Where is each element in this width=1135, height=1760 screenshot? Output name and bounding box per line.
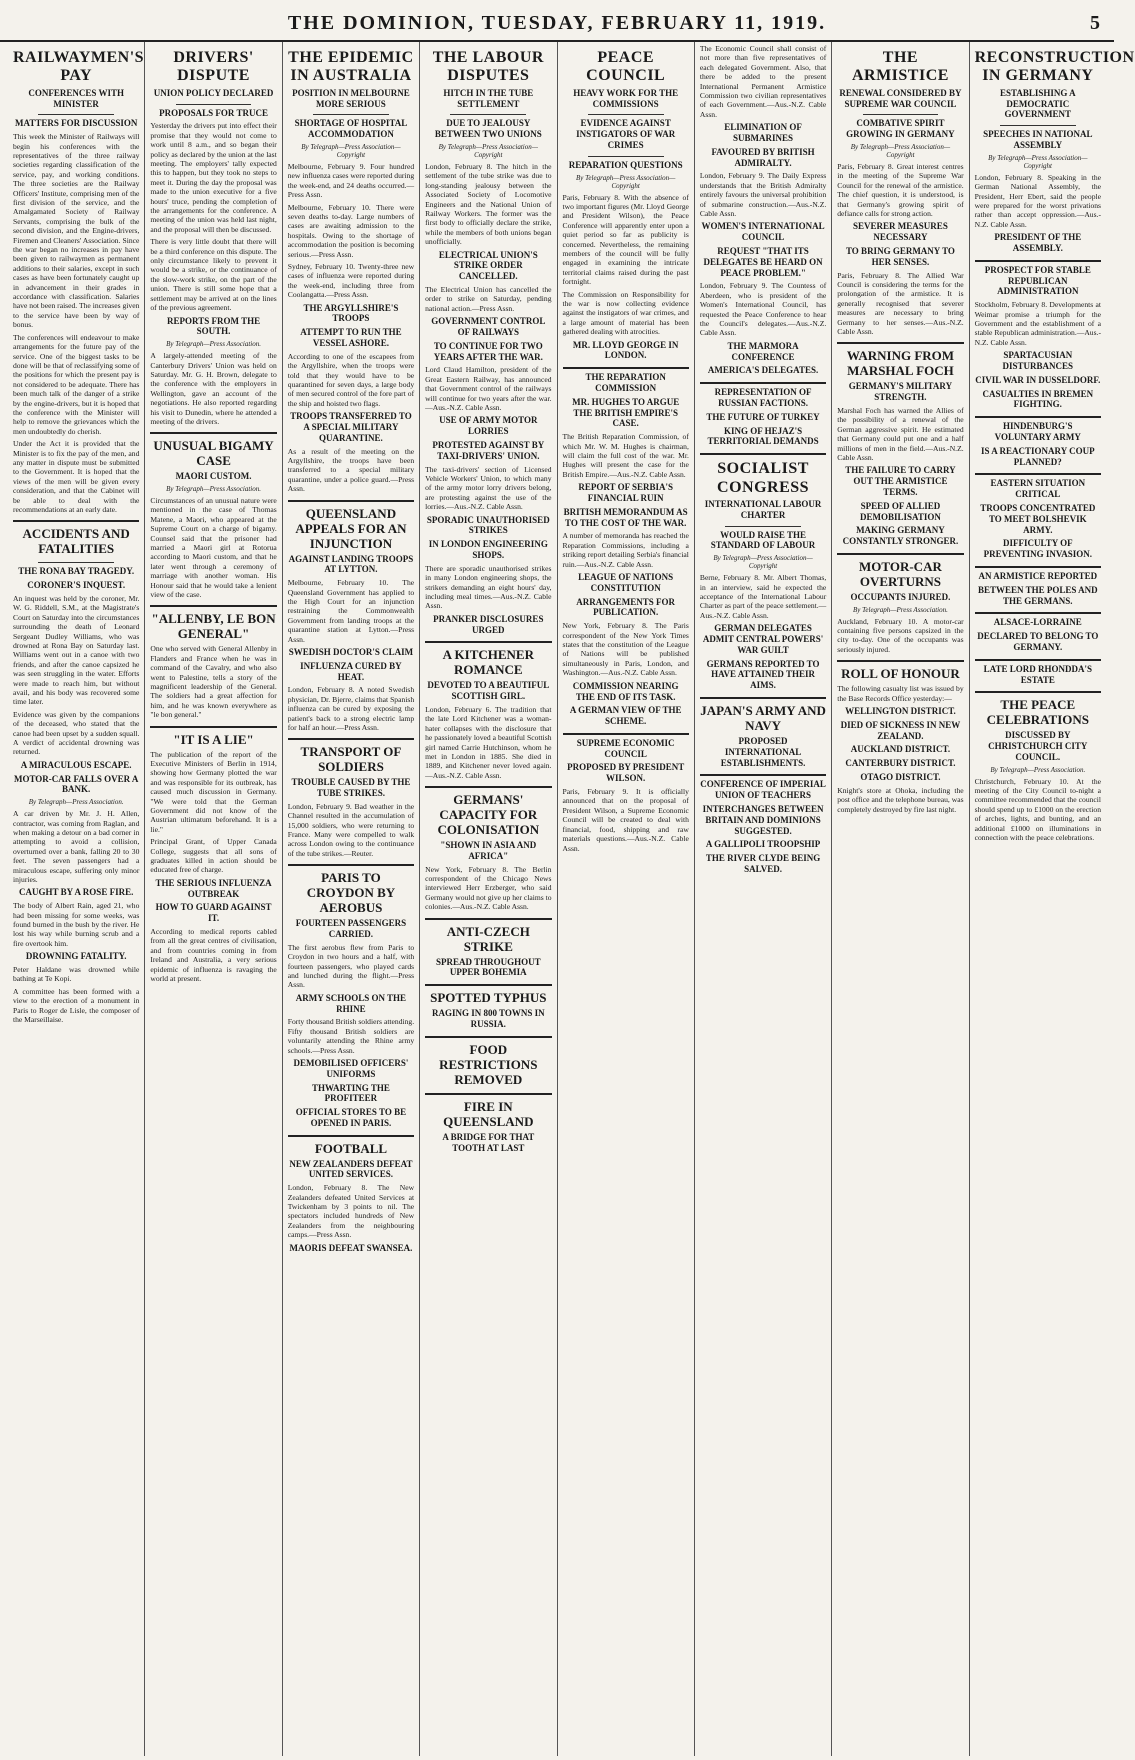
column-1 <box>8 42 144 1756</box>
article-paragraph: A number of memoranda has reached the Reparation Commissions, including a striking report detailing Serbia's financial ruin.—Aus.-N.Z. Cable Assn. <box>562 531 689 569</box>
article-headline: PARIS TO CROYDON BY AEROBUS <box>306 870 396 916</box>
article-subheading: TO BRING GERMANY TO HER SENSES. <box>845 246 955 267</box>
dateline: By Telegraph—Press Association—Copyright <box>301 142 401 159</box>
column-rule <box>150 432 276 434</box>
article-paragraph: One who served with General Allenby in Flanders and France when he was in command of the Cavalry, and who also went to Palestine, tells a story of the magnificent leadership of the General. The soldiers had a great affection for him, and he was known everywhere as "le bon general." <box>150 644 277 720</box>
article-subheading: THE REPARATION COMMISSION <box>585 372 666 394</box>
article-subheading: GERMAN DELEGATES ADMIT CENTRAL POWERS' WAR GUILT <box>702 623 824 655</box>
article-subheading: EVIDENCE AGAINST INSTIGATORS OF WAR CRIMES <box>576 118 676 150</box>
column-rule <box>13 520 139 522</box>
article-subheading: MAORIS DEFEAT SWANSEA. <box>289 1242 413 1253</box>
article-paragraph: A largely-attended meeting of the Canterbury Drivers' Union was held on Saturday. Mr. G. H. Brown, delegate to the conference with the employers in Wellington, gave an account of the negotiations. He also reported regarding his visit to Dunedin, where he attended a meeting of the drivers. <box>150 351 277 426</box>
article-subheading: COMBATIVE SPIRIT GROWING IN GERMANY <box>846 118 955 140</box>
article-headline: FOOD RESTRICTIONS REMOVED <box>439 1041 538 1087</box>
article-subheading: PRESIDENT OF THE ASSEMBLY. <box>994 232 1082 253</box>
column-6 <box>694 42 831 1756</box>
column-rule <box>975 691 1101 693</box>
article-paragraph: London, February 9. Bad weather in the Channel resulted in the accumulation of 15,000 soldiers, who were returning to France. Many were compelled to walk across London owing to the continuance of the tube strikes.—Reuter. <box>287 801 415 858</box>
article-subheading: THE RIVER CLYDE BEING SALVED. <box>705 853 821 874</box>
dateline: By Telegraph—Press Association. <box>990 765 1086 774</box>
column-rule <box>837 553 963 555</box>
article-subheading: KING OF HEJAZ'S TERRITORIAL DEMANDS <box>707 425 819 447</box>
article-subheading: DEMOBILISED OFFICERS' UNIFORMS <box>293 1057 409 1079</box>
article-subheading: REPORT OF SERBIA'S FINANCIAL RUIN <box>578 482 674 504</box>
column-rule <box>313 114 389 115</box>
article-subheading: REPRESENTATION OF RUSSIAN FACTIONS. <box>714 387 812 409</box>
article-paragraph: Paris, February 9. It is officially announced that on the proposal of President Wilson, a Supreme Economic Council will be created to deal with financial, food, shipping and raw materials questions.—Aus.-N.Z. Cable Assn. <box>562 787 689 853</box>
article-subheading: ELECTRICAL UNION'S STRIKE ORDER CANCELLED. <box>438 249 538 282</box>
article-paragraph: Marshal Foch has warned the Allies of the possibility of a renewal of the German aggressive spirit. He estimated that Germany could put one and a half millions of men in the field.—Aus.-N.Z. Cable Assn. <box>837 405 964 462</box>
article-subheading: INTERCHANGES BETWEEN BRITAIN AND DOMINIONS SUGGESTED. <box>702 803 824 836</box>
column-rule <box>450 114 526 115</box>
article-subheading: NEW ZEALANDERS DEFEAT UNITED SERVICES. <box>289 1158 413 1180</box>
article-paragraph: The first aerobus flew from Paris to Croydon in two hours and a half, with fourteen passengers, who played cards and lunched during the flight.—Press Assn. <box>287 942 415 990</box>
article-subheading: SPREAD THROUGHOUT UPPER BOHEMIA <box>436 956 541 978</box>
column-rule <box>38 562 114 563</box>
article-subheading: ELIMINATION OF SUBMARINES <box>724 122 802 144</box>
article-subheading: BRITISH MEMORANDUM AS TO THE COST OF THE WAR. <box>563 506 688 528</box>
column-rule <box>288 1135 414 1137</box>
article-paragraph: Principal Grant, of Upper Canada College, suggests that all sons of graduates killed in action should be educated free of charge. <box>150 837 277 875</box>
article-headline: THE PEACE CELEBRATIONS <box>986 697 1089 728</box>
article-paragraph: A car driven by Mr. J. H. Allen, contractor, was coming from Raglan, and when making a detour on a bad corner in attempting to avoid a collision, overturned over a bank, falling 20 to 30 feet. The seven passengers had a miraculous escape, suffering only minor injuries. <box>13 809 140 885</box>
article-subheading: PRANKER DISCLOSURES URGED <box>433 613 544 635</box>
article-subheading: ARRANGEMENTS FOR PUBLICATION. <box>576 596 676 618</box>
column-rule <box>150 605 276 607</box>
column-7 <box>831 42 968 1756</box>
article-subheading: GERMANY'S MILITARY STRENGTH. <box>848 381 953 403</box>
article-paragraph: The publication of the report of the Executive Ministers of Berlin in 1914, showing how Germany plotted the war and was responsible for its outbreak, has caused much discussion in Germany. "We were told that the German Government did not know of the Austrian ultimatum beforehand. It is a lie." <box>150 749 277 834</box>
article-paragraph: London, February 9. The Daily Express understands that the British Admiralty entirely favours the universal prohibition of submarine construction.—Aus.-N.Z. Cable Assn. <box>699 171 827 219</box>
article-subheading: DECLARED TO BELONG TO GERMANY. <box>977 631 1099 652</box>
article-subheading: ALSACE-LORRAINE <box>993 617 1082 628</box>
article-subheading: DIED OF SICKNESS IN NEW ZEALAND. <box>840 719 961 741</box>
article-subheading: DROWNING FATALITY. <box>25 951 127 962</box>
article-paragraph: Auckland, February 10. A motor-car containing five persons capsized in the city to-day. One of the occupants was seriously injured. <box>837 616 964 654</box>
article-paragraph: Forty thousand British soldiers attending. Fifty thousand British soldiers are voluntarily attending the Rhine army schools.—Press Assn. <box>287 1017 415 1055</box>
article-subheading: TO CONTINUE FOR TWO YEARS AFTER THE WAR. <box>433 340 543 362</box>
article-subheading: A GERMAN VIEW OF THE SCHEME. <box>569 705 682 727</box>
article-headline: "ALLENBY, LE BON GENERAL" <box>151 611 276 642</box>
article-paragraph: The conferences will endeavour to make arrangements for the future pay of the service. One of the biggest tasks to be done will be that of reclassifying some of the positions for which the present pay is not considered to be adequate. There has been much talk of the danger of a strike by the engine-drivers, but it is hoped that the conference with the Minister will help to remove the grievances which the men undoubtedly do cherish. <box>13 332 140 436</box>
column-rule <box>588 156 664 157</box>
column-rule <box>176 104 252 105</box>
article-headline: ANTI-CZECH STRIKE <box>446 923 530 954</box>
column-rule <box>288 738 414 740</box>
article-subheading: WOULD RAISE THE STANDARD OF LABOUR <box>710 529 816 551</box>
article-subheading: SPARTACUSIAN DISTURBANCES <box>1002 350 1074 372</box>
article-subheading: DIFFICULTY OF PREVENTING INVASION. <box>983 538 1092 560</box>
article-paragraph: Berne, February 8. Mr. Albert Thomas, in an interview, said he expected the acceptance of the International Labour Charter as part of the peace settlement.—Aus.-N.Z. Cable Assn. <box>699 573 827 620</box>
article-paragraph: London, February 8. The hitch in the settlement of the tube strike was due to long-standing jealousy between the Associated Society of Locomotive Engineers and the National Union of Railway Workers. The former was the first body to officially declare the strike, while the members of both unions began unofficially. <box>425 161 552 247</box>
article-subheading: SHORTAGE OF HOSPITAL ACCOMMODATION <box>294 118 408 140</box>
article-paragraph: London, February 6. The tradition that the late Lord Kitchener was a woman-hater collapses with the disclosure that he passionately loved a beautiful Scottish girl named Carrie Hutchinson, whom he met in London in 1885. She died in 1889, and Kitchener never loved again.—Aus.-N.Z. Cable Assn. <box>425 704 552 780</box>
column-3 <box>282 42 419 1756</box>
column-rule <box>425 984 551 986</box>
article-paragraph: There are sporadic unauthorised strikes in many London engineering shops, the strikers demanding an eight hours' day, including meal times.—Aus.-N.Z. Cable Assn. <box>425 563 552 611</box>
article-paragraph: Paris, February 8. Great interest centres in the meeting of the Supreme War Council for the renewal of the armistice. The chief question, it is understood, is that Germany's growing spirit of defiance calls for strong action. <box>837 161 964 218</box>
article-subheading: MOTOR-CAR FALLS OVER A BANK. <box>13 773 139 795</box>
article-subheading: MR. LLOYD GEORGE IN LONDON. <box>572 339 679 361</box>
article-paragraph: Paris, February 8. The Allied War Council is considering the terms for the prolongation of the armistice. It is generally recognised that severer measures are necessary to bring Germany to her senses.—Aus.-N.Z. Cable Assn. <box>837 270 964 337</box>
column-rule <box>837 342 963 344</box>
dateline: By Telegraph—Press Association. <box>166 340 261 349</box>
column-rule <box>700 774 826 776</box>
article-paragraph: London, February 8. A noted Swedish physician, Dr. Bjerre, claims that Spanish influenza can be cured by exposing the patient's back to a strong electric lamp for half an hour.—Press Assn. <box>287 685 415 732</box>
article-paragraph: Knight's store at Ohoka, including the post office and the telephone bureau, was completely destroyed by fire last night. <box>837 785 964 814</box>
article-paragraph: According to one of the escapees from the Argyllshire, when the troops were told that they would have to be quarantined for seven days, a large body of men secured control of the fore part of the ship and hoisted two flags. <box>287 351 415 408</box>
article-subheading: INFLUENZA CURED BY HEAT. <box>300 660 402 682</box>
article-headline: SPOTTED TYPHUS <box>430 990 547 1006</box>
column-rule <box>700 697 826 699</box>
article-subheading: GERMANS REPORTED TO HAVE ATTAINED THEIR AIMS. <box>706 658 820 691</box>
article-subheading: THWARTING THE PROFITEER <box>312 1082 390 1104</box>
article-subheading: TROOPS CONCENTRATED TO MEET BOLSHEVIK ARMY. <box>980 502 1096 535</box>
article-subheading: EASTERN SITUATION CRITICAL <box>990 478 1086 500</box>
article-subheading: RAGING IN 800 TOWNS IN RUSSIA. <box>431 1008 545 1029</box>
article-subheading: THE MARMORA CONFERENCE <box>727 340 799 362</box>
column-rule <box>975 260 1101 262</box>
article-headline: WARNING FROM MARSHAL FOCH <box>846 348 955 379</box>
article-paragraph: Paris, February 8. With the absence of two important figures (Mr. Lloyd George and President Wilson), the Peace Conference will apparently enter upon a quiet period so far as publicity is concerned. Nevertheless, the remaining members of the council will be fully engaged in examining the intricate territorial claims raised during the past fortnight. <box>562 192 689 287</box>
article-subheading: AN ARMISTICE REPORTED <box>978 570 1098 581</box>
article-paragraph: Under the Act it is provided that the Minister is to fix the pay of the men, and any matter in dispute must be submitted to the Government. It is hoped that the views of the men will be given every consideration, and that the Cabinet will be able to deal with the recommendations at an early date. <box>13 439 140 515</box>
article-paragraph: Evidence was given by the companions of the deceased, who stated that the canoe had been upset by a sudden squall. A verdict of accidental drowning was returned. <box>13 709 140 757</box>
article-subheading: SUPREME ECONOMIC COUNCIL <box>576 737 675 759</box>
article-subheading: A GALLIPOLI TROOPSHIP <box>705 839 821 850</box>
column-8 <box>969 42 1135 1756</box>
column-rule <box>975 659 1101 661</box>
dateline: By Telegraph—Press Association. <box>166 485 261 494</box>
article-headline: MOTOR-CAR OVERTURNS <box>859 558 942 589</box>
article-subheading: A MIRACULOUS ESCAPE. <box>20 759 132 770</box>
article-paragraph: This week the Minister of Railways will begin his conferences with the representatives of the three railway societies regarding classification of the service, pay, and working conditions. The three societies are the Railway Officers' Institute, comprising men of the first division of the service, and the Amalgamated Society of Railway Servants, comprising the bulk of the second division, and the Engine-drivers, Firemen and Cleaners' Association. Since the war began no increases in pay have been given to railwaymen as permanent additions to their salaries, except in such cases as have been fortunately caught up in advancement in their grades in accordance with classification. Salaries have not been raised. The increases given to the service have been by way of bonus. <box>13 132 140 330</box>
article-headline: ACCIDENTS AND FATALITIES <box>22 526 130 557</box>
article-headline: PEACE COUNCIL <box>586 49 666 85</box>
column-rule <box>837 660 963 662</box>
article-subheading: BETWEEN THE POLES AND THE GERMANS. <box>978 584 1098 606</box>
article-headline: "IT IS A LIE" <box>173 731 254 747</box>
dateline: By Telegraph—Press Association—Copyright <box>713 554 813 571</box>
article-subheading: SPORADIC UNAUTHORISED STRIKES <box>426 514 550 536</box>
article-subheading: OFFICIAL STORES TO BE OPENED IN PARIS. <box>295 1107 407 1128</box>
article-headline: THE ARMISTICE <box>851 49 949 85</box>
article-subheading: "SHOWN IN ASIA AND AFRICA" <box>440 840 537 861</box>
article-paragraph: Melbourne, February 10. There were seven deaths to-day. Large numbers of cases are awaiting admission to the hospitals. Owing to the shortage of accommodation the position is becoming serious.—Press Assn. <box>287 202 415 259</box>
article-paragraph: The Electrical Union has cancelled the order to strike on Saturday, pending national action.—Press Assn. <box>425 285 552 313</box>
page-number: 5 <box>1090 12 1100 34</box>
article-subheading: DEVOTED TO A BEAUTIFUL SCOTTISH GIRL. <box>427 680 550 702</box>
article-paragraph: Stockholm, February 8. Developments at Weimar promise a triumph for the Government and the establishment of a stable Republican administration.—Aus.-N.Z. Cable Assn. <box>974 300 1101 347</box>
article-headline: JAPAN'S ARMY AND NAVY <box>700 703 826 733</box>
column-rule <box>150 726 276 728</box>
article-paragraph: An inquest was held by the coroner, Mr. W. G. Riddell, S.M., at the Magistrate's Court on Saturday into the circumstances surrounding the death of Leonard Sergeant Dudley Williams, who was drowned at Rona Bay on Saturday last. Williams went out in a canoe with two friends, and after the canoe capsized he was seen struggling in the water. Efforts were made to reach him, but without avail, and his body was recovered some time later. <box>13 593 140 707</box>
article-subheading: DUE TO JEALOUSY BETWEEN TWO UNIONS <box>434 118 542 140</box>
dateline: By Telegraph—Press Association—Copyright <box>850 142 951 159</box>
article-subheading: RENEWAL CONSIDERED BY SUPREME WAR COUNCIL <box>839 87 962 109</box>
column-rule <box>588 114 664 115</box>
article-headline: TRANSPORT OF SOLDIERS <box>300 744 402 775</box>
article-subheading: WOMEN'S INTERNATIONAL COUNCIL <box>701 221 825 243</box>
column-rule <box>1000 125 1076 126</box>
article-subheading: POSITION IN MELBOURNE MORE SERIOUS <box>292 87 410 109</box>
article-subheading: MR. HUGHES TO ARGUE THE BRITISH EMPIRE'S CASE. <box>572 396 680 429</box>
article-subheading: CIVIL WAR IN DUSSELDORF. <box>975 374 1101 385</box>
article-paragraph: The following casualty list was issued by the Base Records Office yesterday:— <box>837 684 964 703</box>
article-subheading: HOW TO GUARD AGAINST IT. <box>155 902 272 924</box>
article-subheading: DISCUSSED BY CHRISTCHURCH CITY COUNCIL. <box>988 730 1088 762</box>
column-rule <box>288 864 414 866</box>
article-paragraph: Sydney, February 10. Twenty-three new cases of influenza were reported during the week-end, including three from Coolangatta.—Press Assn. <box>287 262 415 300</box>
masthead <box>0 0 1114 42</box>
article-subheading: MATTERS FOR DISCUSSION <box>15 118 138 129</box>
article-paragraph: The taxi-drivers' section of Licensed Vehicle Workers' Union, to which many of the army motor lorry drivers belong, are protesting against the use of the lorries.—Aus.-N.Z. Cable Assn. <box>425 464 552 512</box>
column-rule <box>425 918 551 920</box>
column-rule <box>563 733 689 735</box>
column-rule <box>700 382 826 384</box>
column-rule <box>425 1093 551 1095</box>
article-subheading: AMERICA'S DELEGATES. <box>707 365 819 376</box>
article-subheading: HINDENBURG'S VOLUNTARY ARMY <box>994 421 1081 442</box>
column-rule <box>975 566 1101 568</box>
article-columns <box>8 42 1135 1756</box>
article-subheading: INTERNATIONAL LABOUR CHARTER <box>704 499 822 520</box>
article-subheading: CONFERENCES WITH MINISTER <box>28 87 124 109</box>
column-rule <box>425 786 551 788</box>
masthead-title: THE DOMINION, TUESDAY, FEBRUARY 11, 1919. <box>287 12 827 34</box>
article-subheading: LATE LORD RHONDDA'S ESTATE <box>983 663 1092 685</box>
article-paragraph: New York, February 8. The Paris correspondent of the New York Times states that the constitution of the League of Nations will be published simultaneously in Paris, London, and Washington.—Aus.-N.Z. Cable Assn. <box>562 621 689 678</box>
article-paragraph: London, February 8. The New Zealanders defeated United Services at Twickenham by 3 points to nil. The spectators included hundreds of New Zealanders from the neighbouring camps.—Press Assn. <box>287 1183 415 1240</box>
article-paragraph: Christchurch, February 10. At the meeting of the City Council to-night a committee recommended that the council should spend up to £1000 on the erection of arches, lights, and bunting, and an additional £1000 on illuminations in connection with the peace celebrations. <box>974 776 1101 843</box>
article-headline: FOOTBALL <box>314 1140 388 1156</box>
column-rule <box>975 416 1101 418</box>
article-subheading: OTAGO DISTRICT. <box>860 771 941 782</box>
column-2 <box>144 42 281 1756</box>
column-rule <box>975 612 1101 614</box>
article-subheading: IS A REACTIONARY COUP PLANNED? <box>981 445 1095 467</box>
article-headline: FIRE IN QUEENSLAND <box>443 1099 534 1130</box>
article-subheading: CANTERBURY DISTRICT. <box>845 758 956 769</box>
article-subheading: GOVERNMENT CONTROL OF RAILWAYS <box>431 316 546 338</box>
article-subheading: REPARATION QUESTIONS <box>568 159 683 170</box>
column-rule <box>725 526 801 527</box>
article-subheading: SPEED OF ALLIED DEMOBILISATION <box>860 500 941 522</box>
article-paragraph: There is very little doubt that there will be a third conference on this dispute. The only circumstance likely to prevent it would be a strike, or the continuance of the slow-work strike, on the part of the union. There is still some hope that a settlement may be arrived at on the lines of the previous agreement. <box>150 237 277 313</box>
article-headline: ROLL OF HONOUR <box>841 666 960 682</box>
article-paragraph: Melbourne, February 9. Four hundred new influenza cases were reported during the week-end, and 24 deaths occurred.—Press Assn. <box>287 161 415 200</box>
article-subheading: HEAVY WORK FOR THE COMMISSIONS <box>573 87 679 109</box>
article-subheading: WELLINGTON DISTRICT. <box>845 705 956 716</box>
article-headline: DRIVERS' DISPUTE <box>173 49 254 85</box>
dateline: By Telegraph—Press Association—Copyright <box>438 142 538 159</box>
dateline: By Telegraph—Press Association. <box>853 605 948 614</box>
article-subheading: PROPOSED BY PRESIDENT WILSON. <box>567 762 685 784</box>
article-subheading: PROSPECT FOR STABLE REPUBLICAN ADMINISTRATION <box>984 264 1091 297</box>
column-5 <box>557 42 694 1756</box>
article-subheading: PROPOSED INTERNATIONAL ESTABLISHMENTS. <box>720 735 806 768</box>
article-subheading: THE SERIOUS INFLUENZA OUTBREAK <box>155 877 272 899</box>
article-subheading: PROPOSALS FOR TRUCE <box>159 107 268 118</box>
article-subheading: REPORTS FROM THE SOUTH. <box>167 315 261 337</box>
article-paragraph: The Economic Council shall consist of not more than five representatives of each delegated Government. Also, that there be added to the present International Permanent Armistice Commission two civilian representatives of each Government.—Aus.-N.Z. Cable Assn. <box>699 44 827 119</box>
article-headline: THE LABOUR DISPUTES <box>432 49 544 85</box>
article-subheading: LEAGUE OF NATIONS CONSTITUTION <box>578 572 674 593</box>
article-paragraph: New York, February 8. The Berlin correspondent of the Chicago News interviewed Herr Erzberger, who said Germany would not give up her claims to colonies.—Aus.-N.Z. Cable Assn. <box>425 864 552 912</box>
column-rule <box>975 473 1101 475</box>
article-paragraph: Melbourne, February 10. The Queensland Government has applied to the High Court for an injunction restraining the Commonwealth Government from landing troops at the quarantine station at Lytton.—Press Assn. <box>287 578 415 644</box>
article-paragraph: As a result of the meeting on the Argyllshire, the troops have been transferred to a special military quarantine, under a police guard.—Press Assn. <box>287 446 415 494</box>
article-subheading: ATTEMPT TO RUN THE VESSEL ASHORE. <box>300 327 402 349</box>
article-subheading: SWEDISH DOCTOR'S CLAIM <box>288 646 414 657</box>
column-rule <box>425 1036 551 1038</box>
article-paragraph: Circumstances of an unusual nature were mentioned in the case of Thomas Matene, a Maori, who appeared at the Supreme Court on a charge of bigamy. Counsel said that the prisoner had married a Maori girl at Rotorua according to Maori custom, and that he later went through a ceremony of marriage with another woman. His Honour said that he would take a lenient view of the case. <box>150 496 277 600</box>
article-subheading: MAKING GERMANY CONSTANTLY STRONGER. <box>842 525 959 547</box>
article-headline: RECONSTRUCTION IN GERMANY <box>974 49 1135 85</box>
article-headline: SOCIALIST CONGRESS <box>717 460 810 496</box>
article-headline: A KITCHENER ROMANCE <box>442 647 534 678</box>
article-subheading: OCCUPANTS INJURED. <box>850 591 951 602</box>
column-4 <box>419 42 556 1756</box>
article-subheading: AGAINST LANDING TROOPS AT LYTTON. <box>288 553 414 575</box>
article-subheading: USE OF ARMY MOTOR LORRIES <box>439 415 538 437</box>
article-subheading: REQUEST "THAT ITS DELEGATES BE HEARD ON PEACE PROBLEM." <box>703 246 823 278</box>
article-headline: THE EPIDEMIC IN AUSTRALIA <box>288 49 414 85</box>
column-rule <box>863 114 939 115</box>
article-headline: QUEENSLAND APPEALS FOR AN INJUNCTION <box>295 505 407 551</box>
dateline: By Telegraph—Press Association. <box>28 798 124 807</box>
article-subheading: SPEECHES IN NATIONAL ASSEMBLY <box>983 129 1093 150</box>
column-rule <box>563 367 689 369</box>
article-paragraph: The Commission on Responsibility for the war is now collecting evidence against the instigators of war crimes, and a large amount of material has been gathered dealing with atrocities. <box>562 289 689 337</box>
article-subheading: THE FAILURE TO CARRY OUT THE ARMISTICE TERMS. <box>845 465 956 497</box>
article-subheading: THE ARGYLLSHIRE'S TROOPS <box>303 302 399 324</box>
article-paragraph: The British Reparation Commission, of which Mr. W. M. Hughes is chairman, will claim the full cost of the war. Mr. Hughes will present the case for the British Empire.—Aus.-N.Z. Cable Assn. <box>562 432 689 479</box>
article-paragraph: Yesterday the drivers put into effect their promise that they would not come to work until 8 a.m., and so began their policy as declared by the union at the last meeting. The employers' tally expected this to happen, but they took no steps to meet it. During the day the proposal was made to the union executive for a five hours' truce, pending the completion of the arrangements for the conference. A meeting of the union was held last night, and the proposal will then be discussed. <box>150 121 277 234</box>
article-subheading: CASUALTIES IN BREMEN FIGHTING. <box>982 388 1094 410</box>
article-subheading: HITCH IN THE TUBE SETTLEMENT <box>443 87 534 109</box>
article-paragraph: A committee has been formed with a view to the erection of a monument in Paris to Roger de Lisle, the composer of the Marseillaise. <box>13 986 140 1025</box>
article-headline: UNUSUAL BIGAMY CASE <box>153 438 274 469</box>
column-rule <box>38 114 114 115</box>
dateline: By Telegraph—Press Association—Copyright <box>576 173 676 190</box>
article-subheading: CAUGHT BY A ROSE FIRE. <box>19 887 134 898</box>
article-paragraph: Lord Claud Hamilton, president of the Great Eastern Railway, has announced that Government control of the railways will continue for two years after the war.—Aus.-N.Z. Cable Assn. <box>425 365 552 413</box>
article-subheading: THE RONA BAY TRAGEDY. <box>18 566 135 577</box>
article-subheading: TROOPS TRANSFERRED TO A SPECIAL MILITARY QUARANTINE. <box>290 411 412 443</box>
article-paragraph: The body of Albert Rain, aged 21, who had been missing for some weeks, was found burned in the bush by the river. He lost his way while burning scrub and a fire overtook him. <box>13 901 140 948</box>
article-paragraph: London, February 9. The Countess of Aberdeen, who is president of the Women's International Council, has requested the Peace Conference to hear the Council's delegates.—Aus.-N.Z. Cable Assn. <box>699 281 827 338</box>
article-subheading: IN LONDON ENGINEERING SHOPS. <box>428 539 548 561</box>
article-subheading: ARMY SCHOOLS ON THE RHINE <box>295 992 407 1014</box>
article-subheading: FOURTEEN PASSENGERS CARRIED. <box>295 918 407 939</box>
article-subheading: COMMISSION NEARING THE END OF ITS TASK. <box>572 680 679 702</box>
article-subheading: CORONER'S INQUEST. <box>27 580 126 591</box>
article-paragraph: Peter Haldane was drowned while bathing at Te Kopi. <box>13 965 140 984</box>
article-headline: GERMANS' CAPACITY FOR COLONISATION <box>437 792 540 838</box>
article-subheading: MAORI CUSTOM. <box>175 471 252 482</box>
dateline: By Telegraph—Press Association—Copyright <box>988 153 1088 170</box>
article-subheading: AUCKLAND DISTRICT. <box>850 744 951 755</box>
article-subheading: A BRIDGE FOR THAT TOOTH AT LAST <box>442 1132 535 1154</box>
article-subheading: PROTESTED AGAINST BY TAXI-DRIVERS' UNION. <box>432 440 545 461</box>
article-subheading: UNION POLICY DECLARED <box>153 87 274 98</box>
article-subheading: FAVOURED BY BRITISH ADMIRALTY. <box>711 146 815 168</box>
article-paragraph: London, February 8. Speaking in the German National Assembly, the President, Herr Ebert, said the people were prepared for the worst privations rather than accept oppression.—Aus.-N.Z. Cable Assn. <box>974 172 1101 229</box>
article-subheading: ESTABLISHING A DEMOCRATIC GOVERNMENT <box>1000 87 1076 120</box>
article-subheading: THE FUTURE OF TURKEY <box>706 411 820 422</box>
article-subheading: SEVERER MEASURES NECESSARY <box>853 221 948 243</box>
column-rule <box>288 500 414 502</box>
column-rule <box>700 453 826 455</box>
article-headline: RAILWAYMEN'S PAY <box>13 49 145 85</box>
article-subheading: CONFERENCE OF IMPERIAL UNION OF TEACHERS <box>700 779 826 801</box>
article-subheading: TROUBLE CAUSED BY THE TUBE STRIKES. <box>291 777 411 799</box>
column-rule <box>425 641 551 643</box>
article-paragraph: According to medical reports cabled from all the great centres of civilisation, and from countries coming in from Ireland and Australia, a very serious epidemic of influenza is ravaging the world at present. <box>150 927 277 984</box>
